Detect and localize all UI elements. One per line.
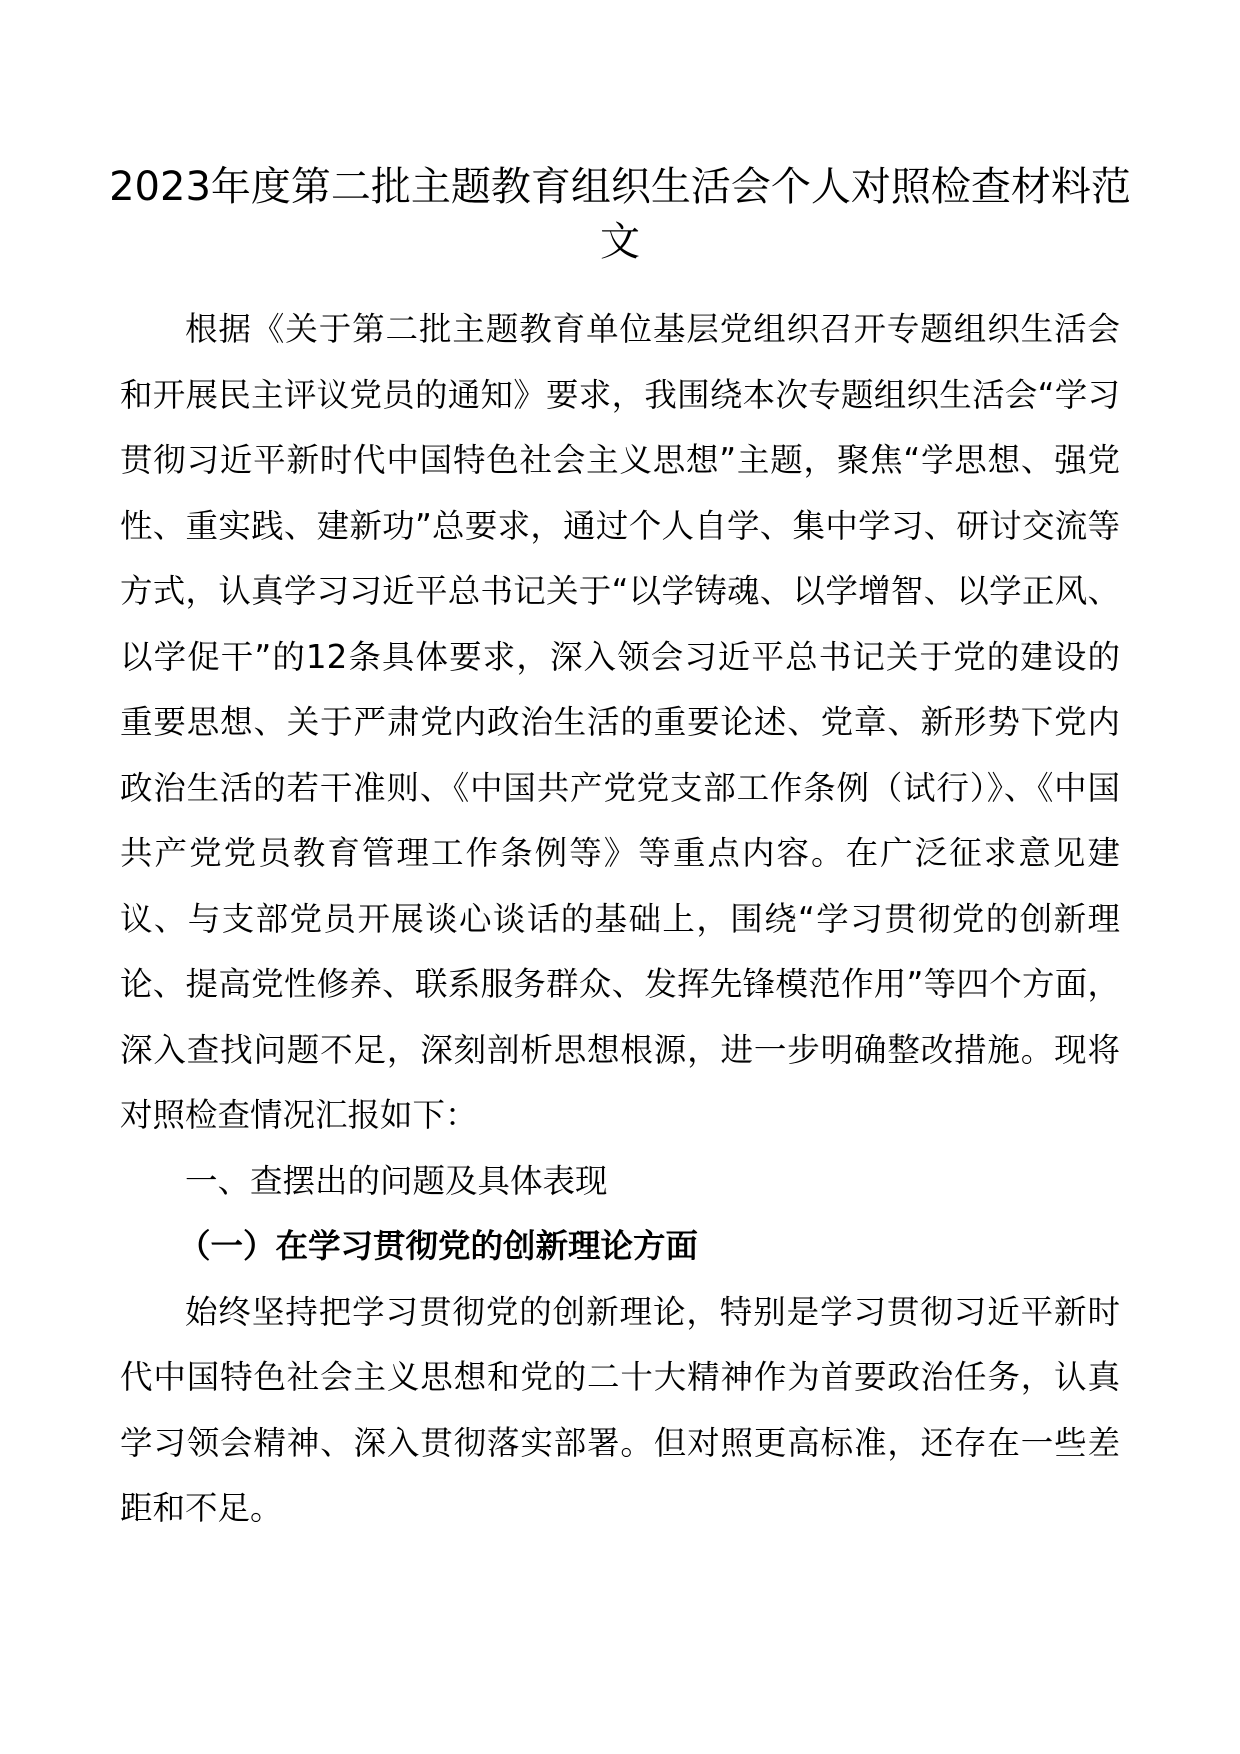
document-body	[120, 297, 1120, 1542]
intro-paragraph: 根据《关于第二批主题教育单位基层党组织召开专题组织生活会和开展民主评议党员的通知》要求，我围绕本次专题组织生活会“学习贯彻习近平新时代中国特色社会主义思想”主题，聚焦“学思想、强党性、重实践、建新功”总要求，通过个人自学、集中学习、研讨交流等方式，认真学习习近平总书记关于“以学铸魂、以学增智、以学正风、以学促干”的12条具体要求，深入领会习近平总书记关于党的建设的重要思想、关于严肃党内政治生活的重要论述、党章、新形势下党内政治生活的若干准则、《中国共产党党支部工作条例（试行）》、《中国共产党党员教育管理工作条例等》等重点内容。在广泛征求意见建议、与支部党员开展谈心谈话的基础上，围绕“学习贯彻党的创新理论、提高党性修养、联系服务群众、发挥先锋模范作用”等四个方面，深入查找问题不足，深刻剖析思想根源，进一步明确整改措施。现将对照检查情况汇报如下：	[120, 310, 1120, 1134]
subsection-paragraph-theory: 始终坚持把学习贯彻党的创新理论，特别是学习贯彻习近平新时代中国特色社会主义思想和党的二十大精神作为首要政治任务，认真学习领会精神、深入贯彻落实部署。但对照更高标准，还存在一些差距和不足。	[120, 1292, 1120, 1527]
section-heading-problems: 一、查摆出的问题及具体表现	[185, 1161, 608, 1200]
document-title: 2023年度第二批主题教育组织生活会个人对照检查材料范文	[109, 164, 1131, 265]
subsection-heading-theory: （一）在学习贯彻党的创新理论方面	[178, 1227, 699, 1265]
